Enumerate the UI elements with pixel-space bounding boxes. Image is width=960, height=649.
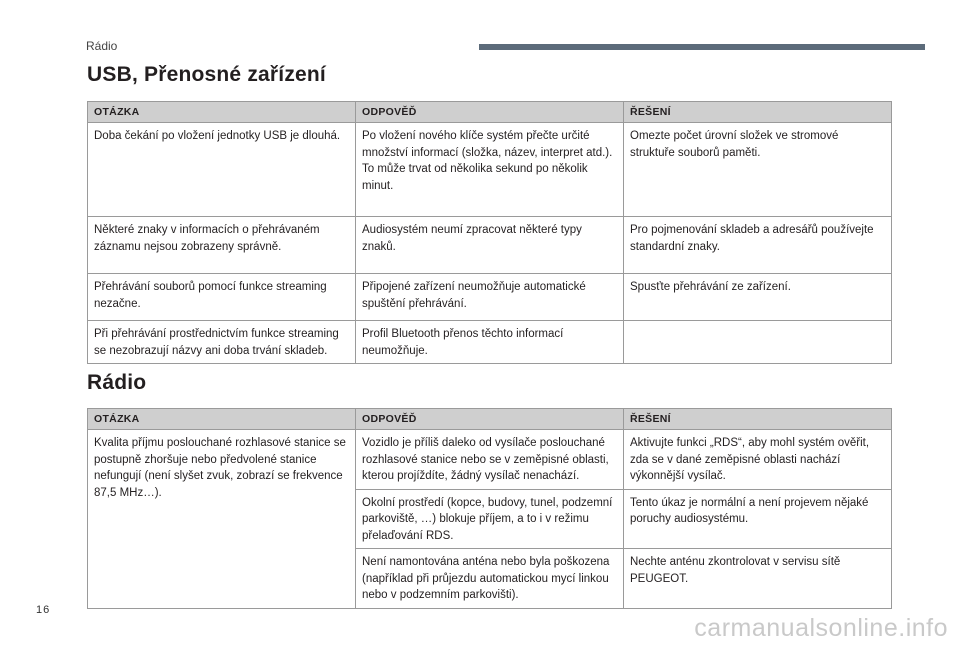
watermark: carmanualsonline.info [694,614,948,642]
solution-cell: Tento úkaz je normální a není projevem nějaké poruchy audiosystému. [624,489,892,549]
answer-cell: Připojené zařízení neumožňuje automatické spuštění přehrávání. [356,274,624,321]
answer-cell: Vozidlo je příliš daleko od vysílače poslouchané rozhlasové stanice nebo se v zeměpisné oblasti, kterou projíždíte, žádný vysílač nenachází. [356,430,624,490]
solution-cell: Omezte počet úrovní složek ve stromové struktuře souborů paměti. [624,123,892,217]
column-header-solution: ŘEŠENÍ [624,409,892,430]
column-header-answer: ODPOVĚĎ [356,102,624,123]
answer-cell: Po vložení nového klíče systém přečte určité množství informací (složka, název, interpret atd.). To může trvat od několika sekund po několik minut. [356,123,624,217]
table-row [88,123,892,217]
running-head: Rádio [86,39,118,53]
column-header-answer: ODPOVĚĎ [356,409,624,430]
table-row [88,430,892,490]
solution-cell: Nechte anténu zkontrolovat v servisu sítě PEUGEOT. [624,549,892,609]
table-header-row [88,102,892,123]
question-cell: Přehrávání souborů pomocí funkce streaming nezačne. [88,274,356,321]
section-title-radio: Rádio [87,371,147,394]
column-header-question: OTÁZKA [88,409,356,430]
faq-table-radio [87,408,892,609]
page-number: 16 [36,604,51,616]
table-row [88,321,892,364]
answer-cell: Okolní prostředí (kopce, budovy, tunel, podzemní parkoviště, …) blokuje příjem, a to i v režimu přelaďování RDS. [356,489,624,549]
column-header-solution: ŘEŠENÍ [624,102,892,123]
answer-cell: Není namontována anténa nebo byla poškozena (například při průjezdu automatickou mycí linkou nebo v podzemním parkovišti). [356,549,624,609]
solution-cell: Aktivujte funkci „RDS“, aby mohl systém ověřit, zda se v dané zeměpisné oblasti nachází výkonnější vysílač. [624,430,892,490]
question-cell: Kvalita příjmu poslouchané rozhlasové stanice se postupně zhoršuje nebo předvolené stanice nefungují (není slyšet zvuk, zobrazí se frekvence 87,5 MHz…). [88,430,356,609]
section-title-usb: USB, Přenosné zařízení [87,63,326,86]
column-header-question: OTÁZKA [88,102,356,123]
solution-cell: Spusťte přehrávání ze zařízení. [624,274,892,321]
table-row [88,274,892,321]
question-cell: Při přehrávání prostřednictvím funkce streaming se nezobrazují názvy ani doba trvání skladeb. [88,321,356,364]
faq-table-usb [87,101,892,364]
question-cell: Některé znaky v informacích o přehrávaném záznamu nejsou zobrazeny správně. [88,217,356,274]
solution-cell [624,321,892,364]
solution-cell: Pro pojmenování skladeb a adresářů používejte standardní znaky. [624,217,892,274]
answer-cell: Audiosystém neumí zpracovat některé typy znaků. [356,217,624,274]
table-header-row [88,409,892,430]
question-cell: Doba čekání po vložení jednotky USB je dlouhá. [88,123,356,217]
header-bar [479,44,925,50]
table-row [88,217,892,274]
answer-cell: Profil Bluetooth přenos těchto informací neumožňuje. [356,321,624,364]
